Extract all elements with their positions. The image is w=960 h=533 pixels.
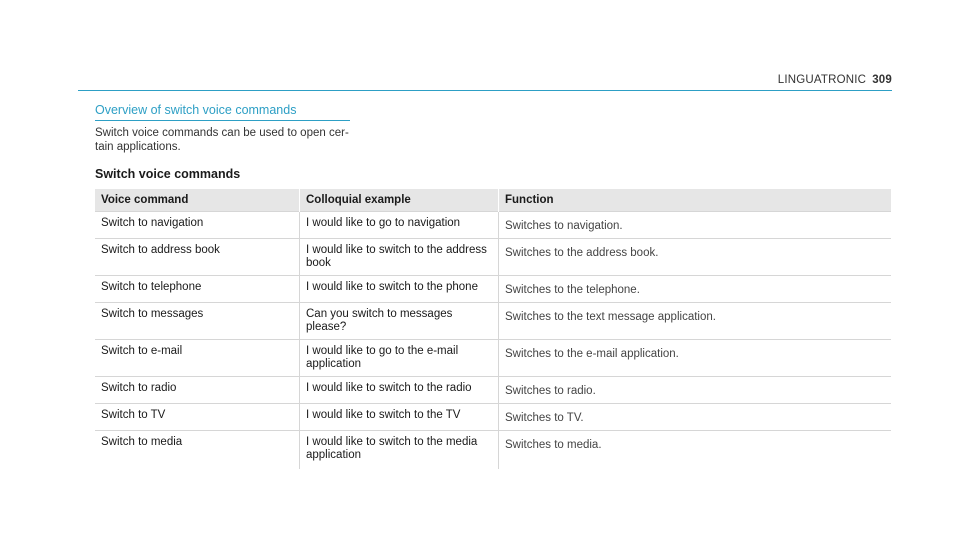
colloquial-example-cell: I would like to switch to the phone (300, 276, 499, 303)
table-row (95, 212, 891, 239)
voice-command-cell: Switch to e-mail (95, 340, 300, 377)
chapter-title: LINGUATRONIC (777, 74, 867, 86)
function-cell: Switches to radio. (499, 377, 892, 404)
voice-command-cell: Switch to radio (95, 377, 300, 404)
voice-command-cell: Switch to messages (95, 303, 300, 340)
colloquial-example-cell: I would like to go to the e-mail application (300, 340, 499, 377)
colloquial-example-cell: I would like to switch to the media application (300, 431, 499, 469)
colloquial-example-cell: I would like to switch to the radio (300, 377, 499, 404)
table-row (95, 404, 891, 431)
table-row (95, 303, 891, 340)
table-row (95, 377, 891, 404)
voice-command-cell: Switch to TV (95, 404, 300, 431)
function-cell: Switches to the text message application. (499, 303, 892, 340)
colloquial-example-cell: I would like to switch to the address book (300, 239, 499, 276)
function-cell: Switches to media. (499, 431, 892, 469)
table-header-row (95, 189, 891, 212)
header-rule (78, 90, 892, 91)
voice-command-cell: Switch to address book (95, 239, 300, 276)
intro-text: Switch voice commands can be used to open cer- tain applications. (95, 127, 349, 153)
table-heading: Switch voice commands (95, 167, 241, 181)
table-row (95, 239, 891, 276)
column-header-colloquial-example: Colloquial example (300, 189, 499, 212)
colloquial-example-cell: I would like to go to navigation (300, 212, 499, 239)
running-header (778, 74, 892, 86)
colloquial-example-cell: I would like to switch to the TV (300, 404, 499, 431)
section-title: Overview of switch voice commands (95, 103, 350, 121)
function-cell: Switches to navigation. (499, 212, 892, 239)
voice-command-cell: Switch to media (95, 431, 300, 469)
function-cell: Switches to the telephone. (499, 276, 892, 303)
column-header-function: Function (499, 189, 892, 212)
function-cell: Switches to the e-mail application. (499, 340, 892, 377)
voice-commands-table (95, 189, 891, 469)
table-row (95, 340, 891, 377)
function-cell: Switches to the address book. (499, 239, 892, 276)
table-row (95, 431, 891, 469)
voice-command-cell: Switch to telephone (95, 276, 300, 303)
voice-command-cell: Switch to navigation (95, 212, 300, 239)
function-cell: Switches to TV. (499, 404, 892, 431)
page-number: 309 (872, 74, 892, 86)
table-row (95, 276, 891, 303)
colloquial-example-cell: Can you switch to messages please? (300, 303, 499, 340)
column-header-voice-command: Voice command (95, 189, 300, 212)
